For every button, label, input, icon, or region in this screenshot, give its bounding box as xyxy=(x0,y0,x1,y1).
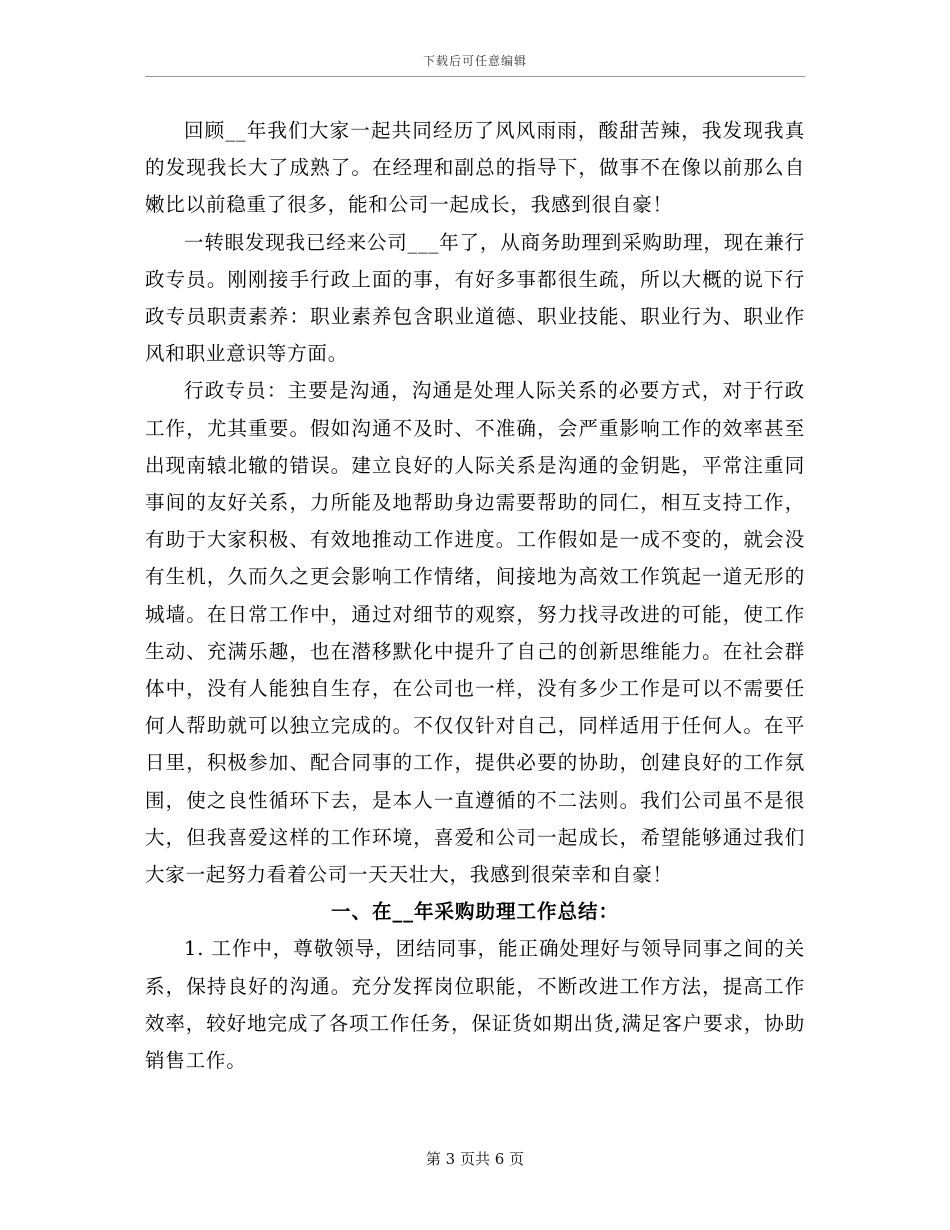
section-heading: 一、在__年采购助理工作总结： xyxy=(330,900,619,924)
document-body xyxy=(145,112,805,1079)
page-header: 下载后可任意编辑 xyxy=(422,54,527,68)
page-footer: 第 3 页共 6 页 xyxy=(425,1150,525,1168)
paragraph-review: 回顾__年我们大家一起共同经历了风风雨雨，酸甜苦辣，我发现我真的发现我长大了成熟了。在经理和副总的指导下，做事不在像以前那么自嫩比以前稳重了很多，能和公司一起成长，我感到很自豪！ xyxy=(145,119,805,217)
paragraph-role: 一转眼发现我已经来公司___年了，从商务助理到采购助理，现在兼行政专员。刚刚接手行政上面的事，有好多事都很生疏，所以大概的说下行政专员职责素养：职业素养包含职业道德、职业技能、职业行为、职业作风和职业意识等方面。 xyxy=(145,230,805,366)
header-rule xyxy=(145,76,805,77)
paragraph-admin: 行政专员：主要是沟通，沟通是处理人际关系的必要方式，对于行政工作，尤其重要。假如沟通不及时、不准确，会严重影响工作的效率甚至出现南辕北辙的错误。建立良好的人际关系是沟通的金钥匙，平常注重同事间的友好关系，力所能及地帮助身边需要帮助的同仁，相互支持工作，有助于大家积极、有效地推动工作进度。工作假如是一成不变的，就会没有生机，久而久之更会影响工作情绪，间接地为高效工作筑起一道无形的城墙。在日常工作中，通过对细节的观察，努力找寻改进的可能，使工作生动、充满乐趣，也在潜移默化中提升了自己的创新思维能力。在社会群体中，没有人能独自生存，在公司也一样，没有多少工作是可以不需要任何人帮助就可以独立完成的。不仅仅针对自己，同样适用于任何人。在平日里，积极参加、配合同事的工作，提供必要的协助，创建良好的工作氛围，使之良性循环下去，是本人一直遵循的不二法则。我们公司虽不是很大，但我喜爱这样的工作环境，喜爱和公司一起成长，希望能够通过我们大家一起努力看着公司一天天壮大，我感到很荣幸和自豪！ xyxy=(145,379,805,887)
list-item-1: 1. 工作中，尊敬领导，团结同事，能正确处理好与领导同事之间的关系，保持良好的沟通。充分发挥岗位职能，不断改进工作方法，提高工作效率，较好地完成了各项工作任务，保证货如期出货,满足客户要求，协助销售工作。 xyxy=(145,937,805,1073)
